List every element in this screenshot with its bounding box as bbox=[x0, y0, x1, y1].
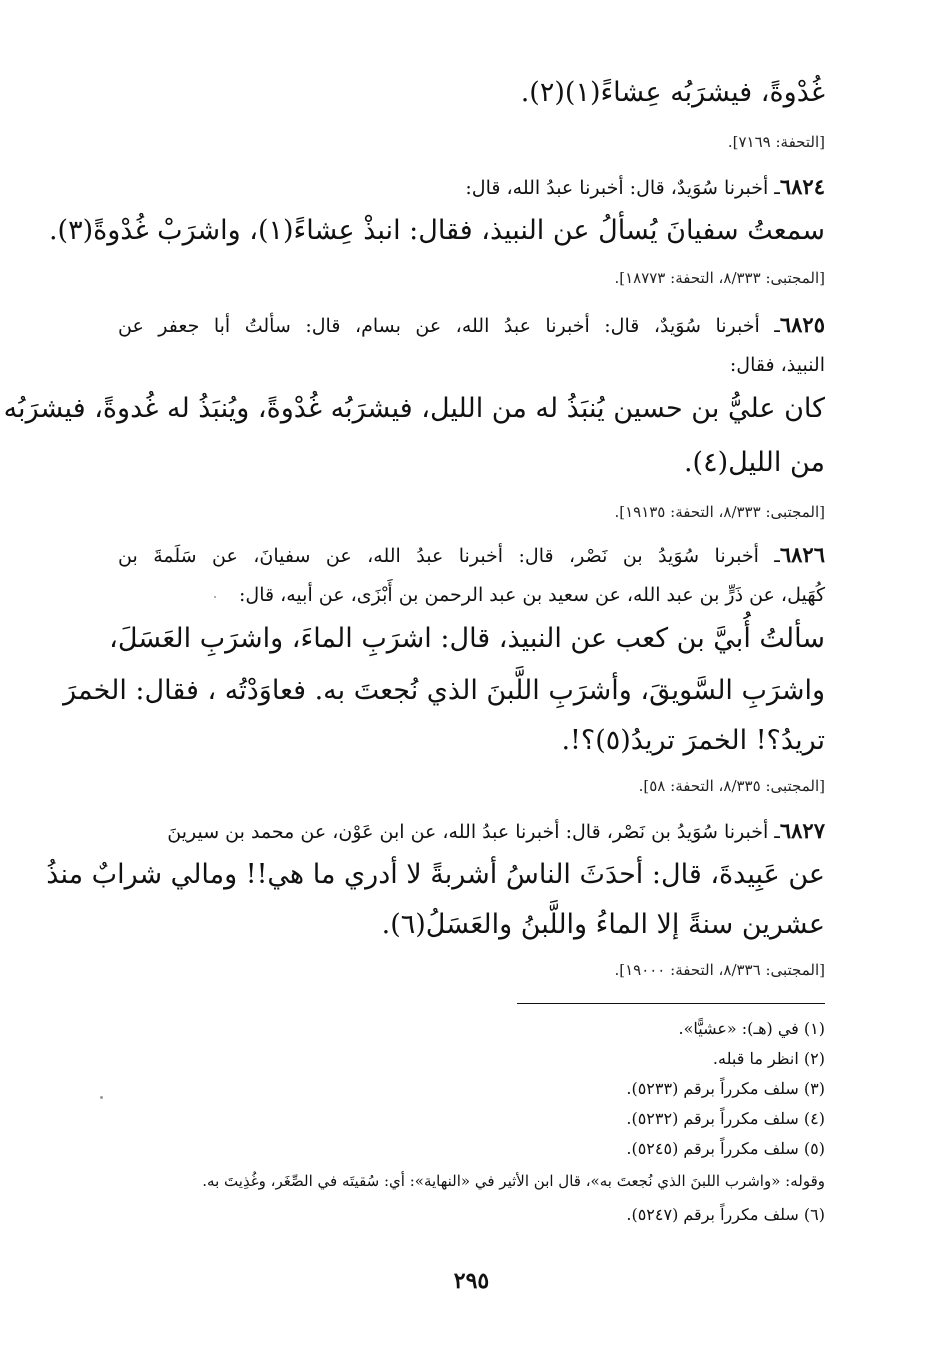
footnote-1: (١) في (هـ): «عشيًّا». bbox=[678, 1019, 825, 1038]
hadith-6824-isnad bbox=[118, 174, 825, 201]
hadith-6826-isnad bbox=[118, 542, 825, 569]
hadith-number: ٦٨٢٥ bbox=[779, 312, 825, 337]
hadith-6826-text-end: تريدُ؟! الخمرَ تريدُ(٥)؟!. bbox=[561, 725, 825, 756]
hadith-6825-text-cont: من الليل(٤). bbox=[683, 447, 825, 478]
scan-speck bbox=[100, 1096, 103, 1099]
page-number: ٢٩٥ bbox=[453, 1268, 490, 1294]
hadith-6826-isnad-cont: كُهَيل، عن ذَرٍّ بن عبد الله، عن سعيد بن عبد الرحمن بن أَبْزَى، عن أبيه، قال: bbox=[239, 584, 825, 606]
isnad-text: ـ أخبرنا سُوَيدٌ، قال: أخبرنا عبدُ الله، عن بسام، قال: سألتُ أبا جعفر عن bbox=[118, 315, 780, 337]
hadith-6826-text-cont: واشرَبِ السَّويقَ، وأشرَبِ اللَّبنَ الذي نُجعتَ به. فعاوَدْتُه ، فقال: الخمرَ bbox=[63, 675, 825, 706]
reference-line: [المجتبى: ٨/٣٣٣، التحفة: ١٨٧٧٣]. bbox=[614, 269, 825, 287]
hadith-6827-text: عن عَبِيدةَ، قال: أحدَثَ الناسُ أشربةً لا أدري ما هي!! ومالي شرابٌ منذُ bbox=[46, 859, 825, 890]
reference-line: [التحفة: ٧١٦٩]. bbox=[727, 133, 825, 151]
isnad-text: ـ أخبرنا سُوَيدُ بن نَصْر، قال: أخبرنا عبدُ الله، عن سفيانَ، عن سَلَمةَ بن bbox=[118, 545, 780, 567]
hadith-6824-text: سمعتُ سفيانَ يُسألُ عن النبيذ، فقال: انبذْ عِشاءً(١)، واشرَبْ غُدْوةً(٣). bbox=[48, 215, 825, 246]
hadith-6825-isnad bbox=[118, 312, 825, 339]
reference-line: [المجتبى: ٨/٣٣٦، التحفة: ١٩٠٠٠]. bbox=[614, 961, 825, 979]
footnote-3: (٣) سلف مكرراً برقم (٥٢٣٣). bbox=[626, 1079, 825, 1098]
footnote-5-note: وقوله: «واشرب اللبنَ الذي نُجعتَ به»، قال ابن الأثير في «النهاية»: أي: سُقيتَه في الصِّغَر، وغُذِيتَ به. bbox=[202, 1172, 825, 1190]
footnote-2: (٢) انظر ما قبله. bbox=[712, 1049, 825, 1068]
hadith-6826-text: سألتُ أُبيَّ بن كعب عن النبيذ، قال: اشرَبِ الماءَ، واشرَبِ العَسَلَ، bbox=[109, 623, 825, 654]
footnote-5: (٥) سلف مكرراً برقم (٥٢٤٥). bbox=[626, 1139, 825, 1158]
isnad-text: ـ أخبرنا سُوَيدٌ، قال: أخبرنا عبدُ الله، قال: bbox=[465, 177, 780, 199]
scan-speck bbox=[214, 596, 216, 598]
reference-line: [المجتبى: ٨/٣٣٣، التحفة: ١٩١٣٥]. bbox=[614, 503, 825, 521]
isnad-text: ـ أخبرنا سُوَيدُ بن نَصْر، قال: أخبرنا عبدُ الله، عن ابن عَوْن، عن محمد بن سيرينَ bbox=[167, 821, 780, 843]
footnote-6: (٦) سلف مكرراً برقم (٥٢٤٧). bbox=[626, 1205, 825, 1224]
hadith-6827-isnad bbox=[118, 818, 825, 845]
reference-line: [المجتبى: ٨/٣٣٥، التحفة: ٥٨]. bbox=[638, 777, 825, 795]
hadith-number: ٦٨٢٦ bbox=[779, 542, 825, 567]
hadith-number: ٦٨٢٤ bbox=[779, 174, 825, 199]
hadith-number: ٦٨٢٧ bbox=[779, 818, 825, 843]
hadith-6825-isnad-cont: النبيذ، فقال: bbox=[729, 354, 825, 376]
continuation-line: غُدْوةً، فيشرَبُه عِشاءً(١)(٢). bbox=[520, 77, 825, 108]
hadith-6827-text-cont: عشرين سنةً إلا الماءُ واللَّبنُ والعَسَلُ(٦). bbox=[381, 909, 825, 940]
footnote-4: (٤) سلف مكرراً برقم (٥٢٣٢). bbox=[626, 1109, 825, 1128]
footnote-separator bbox=[517, 1003, 825, 1004]
hadith-6825-text: كان عليُّ بن حسين يُنبَذُ له من الليل، فيشرَبُه غُدْوةً، ويُنبَذُ له غُدوةً، فيشرَبُه bbox=[3, 393, 825, 424]
